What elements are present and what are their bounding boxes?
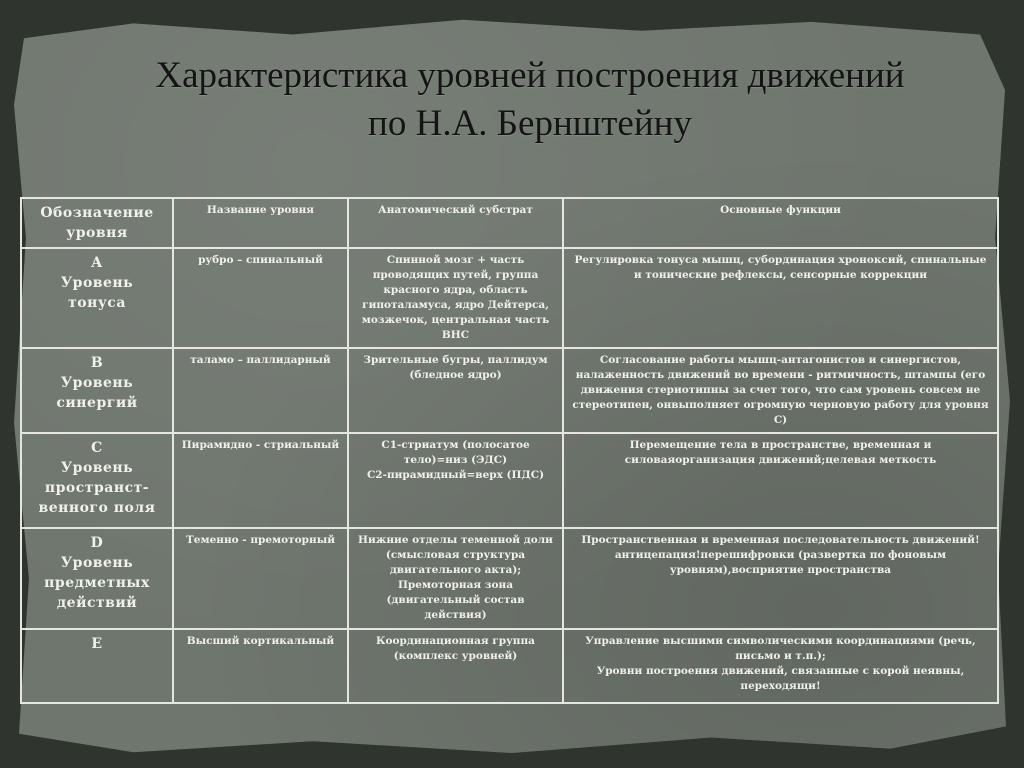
cell-text: венного поля bbox=[38, 500, 156, 516]
table-row bbox=[21, 348, 998, 433]
cell-text: В bbox=[90, 355, 104, 371]
cell-functions bbox=[563, 348, 998, 433]
cell-designation bbox=[21, 528, 173, 629]
cell-name bbox=[173, 528, 348, 629]
header-functions: Основные функции bbox=[563, 198, 998, 248]
cell-text: пространст- bbox=[44, 480, 150, 496]
cell-text: Уровень bbox=[60, 275, 134, 291]
cell-substrate bbox=[348, 629, 563, 703]
title-line-1: Характеристика уровней построения движений bbox=[155, 55, 905, 96]
cell-functions bbox=[563, 528, 998, 629]
slide-title bbox=[60, 52, 1000, 148]
cell-text: Премоторная зона (двигательный состав действия) bbox=[386, 579, 525, 621]
cell-text: Уровень bbox=[60, 460, 134, 476]
cell-text: Теменно - премоторный bbox=[185, 534, 336, 546]
cell-substrate bbox=[348, 433, 563, 528]
cell-text: Уровни построения движений, связанные с корой неявны, переходящи! bbox=[596, 665, 965, 692]
cell-text: действий bbox=[56, 595, 138, 611]
cell-text: Уровень bbox=[60, 375, 134, 391]
cell-text: тонуса bbox=[68, 295, 126, 311]
cell-text: Регулировка тонуса мышц, субординация хроноксий, спинальные и тонические рефлексы, сенсорные коррекции bbox=[574, 254, 987, 281]
cell-text: предметных bbox=[44, 575, 150, 591]
table-row bbox=[21, 528, 998, 629]
cell-name bbox=[173, 629, 348, 703]
cell-text: Управление высшими символическими координациями (речь, письмо и т.п.); bbox=[585, 635, 976, 662]
cell-name bbox=[173, 348, 348, 433]
cell-substrate bbox=[348, 348, 563, 433]
cell-text: С1-стриатум (полосатое тело)=низ (ЭДС) bbox=[381, 439, 530, 466]
cell-functions bbox=[563, 248, 998, 348]
cell-designation bbox=[21, 348, 173, 433]
cell-text: Нижние отделы теменной доли (смысловая структура двигательного акта); bbox=[358, 534, 553, 576]
cell-text: синергий bbox=[56, 395, 138, 411]
cell-functions bbox=[563, 433, 998, 528]
cell-text: Е bbox=[91, 636, 103, 652]
header-designation: Обозначение уровня bbox=[21, 198, 173, 248]
levels-table bbox=[20, 197, 999, 704]
header-name: Название уровня bbox=[173, 198, 348, 248]
cell-text: Уровень bbox=[60, 555, 134, 571]
cell-functions bbox=[563, 629, 998, 703]
cell-text: рубро – спинальный bbox=[198, 254, 323, 266]
cell-text: Согласование работы мышц-антагонистов и синергистов, налаженность движений во времени - ритмичность, штампы (его движения стериотипны за счет того, что сам уровень совсем не стереотипен, онвыполняет огромную черновую работу для уровня С) bbox=[572, 354, 989, 426]
cell-text: таламо – паллидарный bbox=[190, 354, 331, 366]
cell-designation bbox=[21, 629, 173, 703]
cell-name bbox=[173, 248, 348, 348]
cell-name bbox=[173, 433, 348, 528]
header-substrate: Анатомический субстрат bbox=[348, 198, 563, 248]
cell-text: D bbox=[90, 535, 104, 551]
cell-text: Координационная группа (комплекс уровней) bbox=[376, 635, 535, 662]
cell-text: Перемещение тела в пространстве, временная и силоваяорганизация движений;целевая меткость bbox=[624, 439, 937, 466]
cell-text: А bbox=[91, 255, 103, 271]
cell-text: Пространственная и временная последовательность движений!антицепация!перешифровки (развертка по фоновым уровням),восприятие пространства bbox=[581, 534, 980, 576]
cell-designation bbox=[21, 433, 173, 528]
cell-designation bbox=[21, 248, 173, 348]
cell-text: Высший кортикальный bbox=[186, 635, 335, 647]
cell-text: С2-пирамидный=верх (ПДС) bbox=[366, 469, 545, 481]
table-row bbox=[21, 248, 998, 348]
cell-text: Спинной мозг + часть проводящих путей, группа красного ядра, область гипоталамуса, ядро Дейтерса, мозжечок, центральная часть ВНС bbox=[361, 254, 550, 341]
cell-text: С bbox=[91, 440, 103, 456]
cell-text: Пирамидно - стриальный bbox=[181, 439, 340, 451]
table-row bbox=[21, 629, 998, 703]
table-header-row bbox=[21, 198, 998, 248]
cell-substrate bbox=[348, 248, 563, 348]
table-row bbox=[21, 433, 998, 528]
title-line-2: по Н.А. Бернштейну bbox=[368, 103, 692, 144]
cell-substrate bbox=[348, 528, 563, 629]
cell-text: Зрительные бугры, паллидум (бледное ядро) bbox=[363, 354, 548, 381]
